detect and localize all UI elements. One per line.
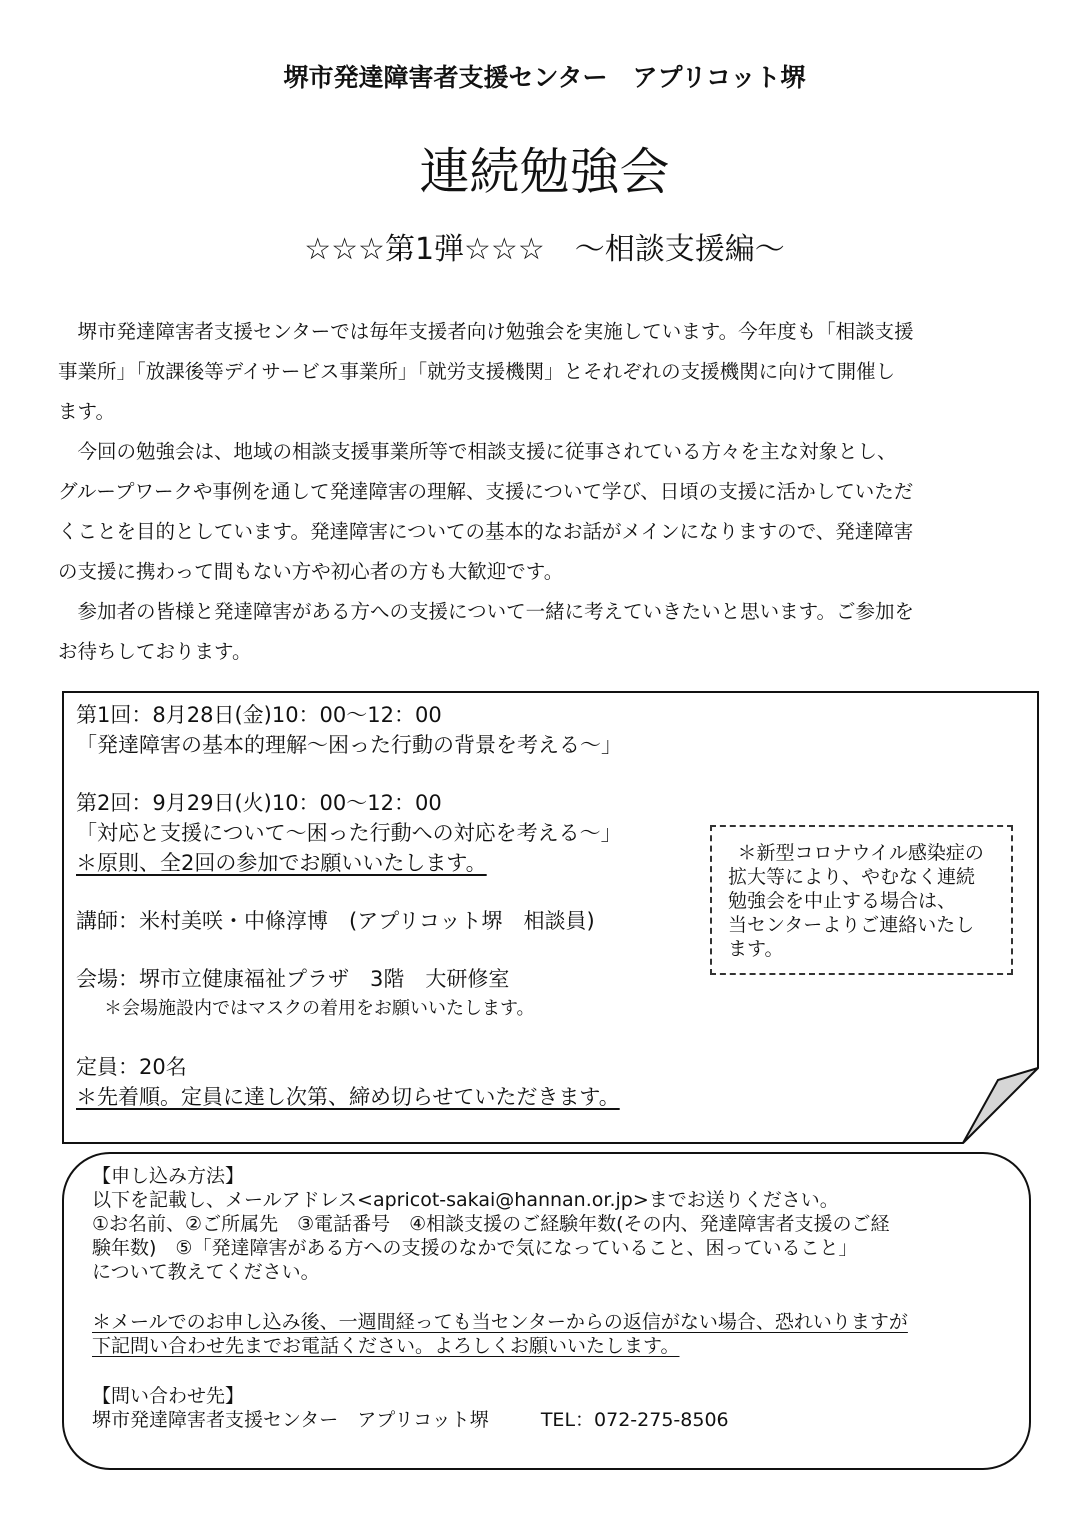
page-title: 連続勉強会 xyxy=(419,143,670,201)
page-subtitle: ☆☆☆第1弾☆☆☆ ～相談支援編～ xyxy=(304,232,785,267)
application-details xyxy=(92,1164,1022,1432)
contact-line xyxy=(92,1408,1022,1432)
apply-note-cont: 下記問い合わせ先までお電話ください。よろしくお願いいたします。 xyxy=(92,1335,680,1357)
notice-line: 勉強会を中止する場合は、 xyxy=(728,890,957,912)
intro-line: お待ちしております。 xyxy=(58,640,252,663)
notice-line: ます。 xyxy=(728,938,784,960)
lecturer: 講師：米村美咲・中條淳博 (アプリコット堺 相談員) xyxy=(76,909,595,933)
capacity: 定員：20名 xyxy=(76,1055,187,1079)
apply-heading: 【申し込み方法】 xyxy=(92,1165,245,1187)
intro-line: グループワークや事例を通して発達障害の理解、支援について学び、日頃の支援に活かしていただ xyxy=(58,480,914,503)
intro-line: 事業所」「放課後等デイサービス事業所」「就労支援機関」とそれぞれの支援機関に向けて開催し xyxy=(58,360,896,383)
contact-tel: TEL：072-275-8506 xyxy=(540,1409,729,1431)
covid-notice xyxy=(710,825,1013,975)
intro-text xyxy=(58,312,1018,672)
venue: 会場：堺市立健康福祉プラザ 3階 大研修室 xyxy=(76,967,510,991)
apply-fields-end: について教えてください。 xyxy=(92,1261,320,1283)
session2-topic: 「対応と支援について～困った行動への対応を考える～」 xyxy=(76,821,622,845)
session1-topic: 「発達障害の基本的理解～困った行動の背景を考える～」 xyxy=(76,733,622,757)
organizer-header: 堺市発達障害者支援センター アプリコット堺 xyxy=(283,63,806,92)
capacity-note: ＊先着順。定員に達し次第、締め切らせていただきます。 xyxy=(76,1085,620,1109)
attendance-note: ＊原則、全2回の参加でお願いいたします。 xyxy=(76,851,487,875)
session2-date: 第2回：9月29日(火)10：00～12：00 xyxy=(76,791,442,815)
contact-org: 堺市発達障害者支援センター アプリコット堺 xyxy=(92,1409,489,1431)
session1-date: 第1回：8月28日(金)10：00～12：00 xyxy=(76,703,442,727)
intro-line: 堺市発達障害者支援センターでは毎年支援者向け勉強会を実施しています。今年度も「相談支援 xyxy=(77,320,914,343)
venue-note: ＊会場施設内ではマスクの着用をお願いいたします。 xyxy=(104,998,535,1019)
apply-fields: ①お名前、②ご所属先 ③電話番号 ④相談支援のご経験年数(その内、発達障害者支援のご経 xyxy=(92,1213,890,1235)
apply-note: ＊メールでのお申し込み後、一週間経っても当センターからの返信がない場合、恐れいりますが xyxy=(92,1311,908,1333)
intro-line: の支援に携わって間もない方や初心者の方も大歓迎です。 xyxy=(58,560,564,583)
notice-line: 当センターよりご連絡いたし xyxy=(728,914,975,936)
apply-instruction: 以下を記載し、メールアドレス<apricot-sakai@hannan.or.jp>までお送りください。 xyxy=(92,1189,839,1211)
intro-line: 今回の勉強会は、地域の相談支援事業所等で相談支援に従事されている方々を主な対象とし、 xyxy=(77,440,897,463)
schedule-details xyxy=(76,700,736,1140)
apply-fields-cont: 験年数) ⑤「発達障害がある方への支援のなかで気になっていること、困っていること」 xyxy=(92,1237,858,1259)
intro-line: 参加者の皆様と発達障害がある方への支援について一緒に考えていきたいと思います。ご参加を xyxy=(77,600,915,623)
intro-line: ます。 xyxy=(58,400,115,423)
contact-heading: 【問い合わせ先】 xyxy=(92,1385,245,1407)
notice-line: ＊新型コロナウイル感染症の xyxy=(737,842,984,864)
notice-line: 拡大等により、やむなく連続 xyxy=(728,866,976,888)
intro-line: くことを目的としています。発達障害についての基本的なお話がメインになりますので、発達障害 xyxy=(58,520,914,543)
